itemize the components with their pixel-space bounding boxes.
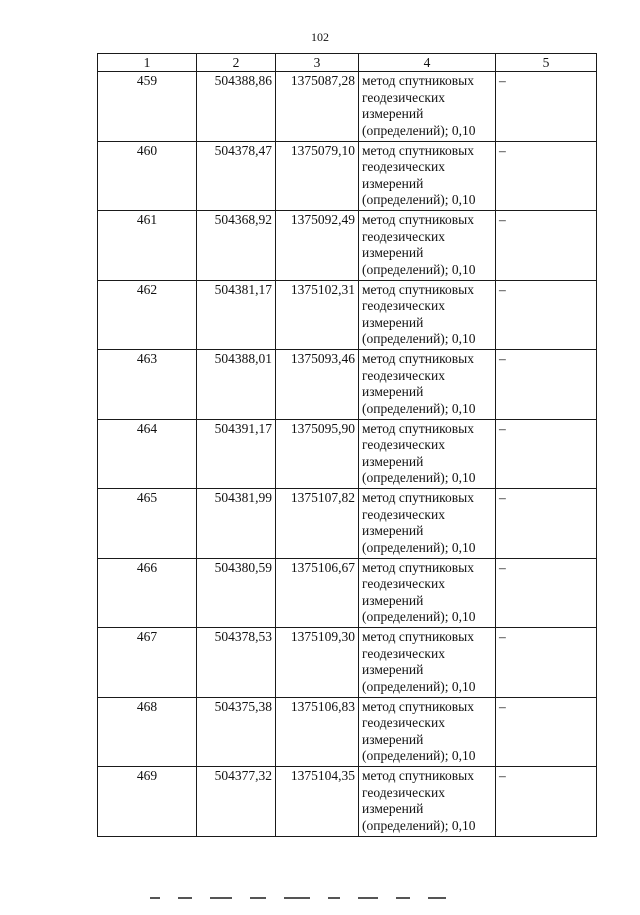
point-number-cell: 467 bbox=[98, 628, 197, 698]
table-row bbox=[98, 558, 597, 628]
table-row bbox=[98, 697, 597, 767]
point-number-cell: 468 bbox=[98, 697, 197, 767]
x-coordinate-cell: 504378,53 bbox=[197, 628, 276, 698]
y-coordinate-cell: 1375092,49 bbox=[276, 211, 359, 281]
x-coordinate-cell: 504377,32 bbox=[197, 767, 276, 837]
y-coordinate-cell: 1375106,83 bbox=[276, 697, 359, 767]
x-coordinate-cell: 504391,17 bbox=[197, 419, 276, 489]
table-row bbox=[98, 489, 597, 559]
x-coordinate-cell: 504378,47 bbox=[197, 141, 276, 211]
method-cell: метод спутниковых геодезических измерений (определений); 0,10 bbox=[359, 697, 496, 767]
note-cell: – bbox=[496, 280, 597, 350]
note-cell: – bbox=[496, 628, 597, 698]
table-row bbox=[98, 350, 597, 420]
coordinates-table bbox=[97, 53, 597, 837]
note-cell: – bbox=[496, 211, 597, 281]
method-cell: метод спутниковых геодезических измерений (определений); 0,10 bbox=[359, 280, 496, 350]
method-cell: метод спутниковых геодезических измерений (определений); 0,10 bbox=[359, 72, 496, 142]
x-coordinate-cell: 504388,01 bbox=[197, 350, 276, 420]
y-coordinate-cell: 1375107,82 bbox=[276, 489, 359, 559]
note-cell: – bbox=[496, 72, 597, 142]
method-cell: метод спутниковых геодезических измерений (определений); 0,10 bbox=[359, 211, 496, 281]
table-row bbox=[98, 141, 597, 211]
point-number-cell: 469 bbox=[98, 767, 197, 837]
y-coordinate-cell: 1375093,46 bbox=[276, 350, 359, 420]
point-number-cell: 466 bbox=[98, 558, 197, 628]
table-row bbox=[98, 72, 597, 142]
x-coordinate-cell: 504375,38 bbox=[197, 697, 276, 767]
table-row bbox=[98, 767, 597, 837]
column-header: 1 bbox=[98, 54, 197, 72]
point-number-cell: 459 bbox=[98, 72, 197, 142]
point-number-cell: 462 bbox=[98, 280, 197, 350]
table-header-row bbox=[98, 54, 597, 72]
x-coordinate-cell: 504381,17 bbox=[197, 280, 276, 350]
point-number-cell: 460 bbox=[98, 141, 197, 211]
y-coordinate-cell: 1375109,30 bbox=[276, 628, 359, 698]
y-coordinate-cell: 1375104,35 bbox=[276, 767, 359, 837]
y-coordinate-cell: 1375102,31 bbox=[276, 280, 359, 350]
method-cell: метод спутниковых геодезических измерений (определений); 0,10 bbox=[359, 558, 496, 628]
method-cell: метод спутниковых геодезических измерений (определений); 0,10 bbox=[359, 350, 496, 420]
x-coordinate-cell: 504388,86 bbox=[197, 72, 276, 142]
table-row bbox=[98, 628, 597, 698]
point-number-cell: 465 bbox=[98, 489, 197, 559]
method-cell: метод спутниковых геодезических измерений (определений); 0,10 bbox=[359, 489, 496, 559]
note-cell: – bbox=[496, 350, 597, 420]
note-cell: – bbox=[496, 419, 597, 489]
y-coordinate-cell: 1375079,10 bbox=[276, 141, 359, 211]
scan-artifact-marks bbox=[150, 897, 550, 900]
y-coordinate-cell: 1375106,67 bbox=[276, 558, 359, 628]
column-header: 4 bbox=[359, 54, 496, 72]
y-coordinate-cell: 1375087,28 bbox=[276, 72, 359, 142]
method-cell: метод спутниковых геодезических измерений (определений); 0,10 bbox=[359, 767, 496, 837]
point-number-cell: 464 bbox=[98, 419, 197, 489]
point-number-cell: 463 bbox=[98, 350, 197, 420]
point-number-cell: 461 bbox=[98, 211, 197, 281]
x-coordinate-cell: 504368,92 bbox=[197, 211, 276, 281]
method-cell: метод спутниковых геодезических измерений (определений); 0,10 bbox=[359, 628, 496, 698]
column-header: 5 bbox=[496, 54, 597, 72]
table-row bbox=[98, 211, 597, 281]
table-row bbox=[98, 280, 597, 350]
table-row bbox=[98, 419, 597, 489]
x-coordinate-cell: 504381,99 bbox=[197, 489, 276, 559]
note-cell: – bbox=[496, 558, 597, 628]
note-cell: – bbox=[496, 697, 597, 767]
column-header: 3 bbox=[276, 54, 359, 72]
table-body bbox=[98, 72, 597, 837]
method-cell: метод спутниковых геодезических измерений (определений); 0,10 bbox=[359, 419, 496, 489]
note-cell: – bbox=[496, 489, 597, 559]
x-coordinate-cell: 504380,59 bbox=[197, 558, 276, 628]
note-cell: – bbox=[496, 141, 597, 211]
page-number: 102 bbox=[311, 30, 329, 44]
column-header: 2 bbox=[197, 54, 276, 72]
note-cell: – bbox=[496, 767, 597, 837]
method-cell: метод спутниковых геодезических измерений (определений); 0,10 bbox=[359, 141, 496, 211]
y-coordinate-cell: 1375095,90 bbox=[276, 419, 359, 489]
